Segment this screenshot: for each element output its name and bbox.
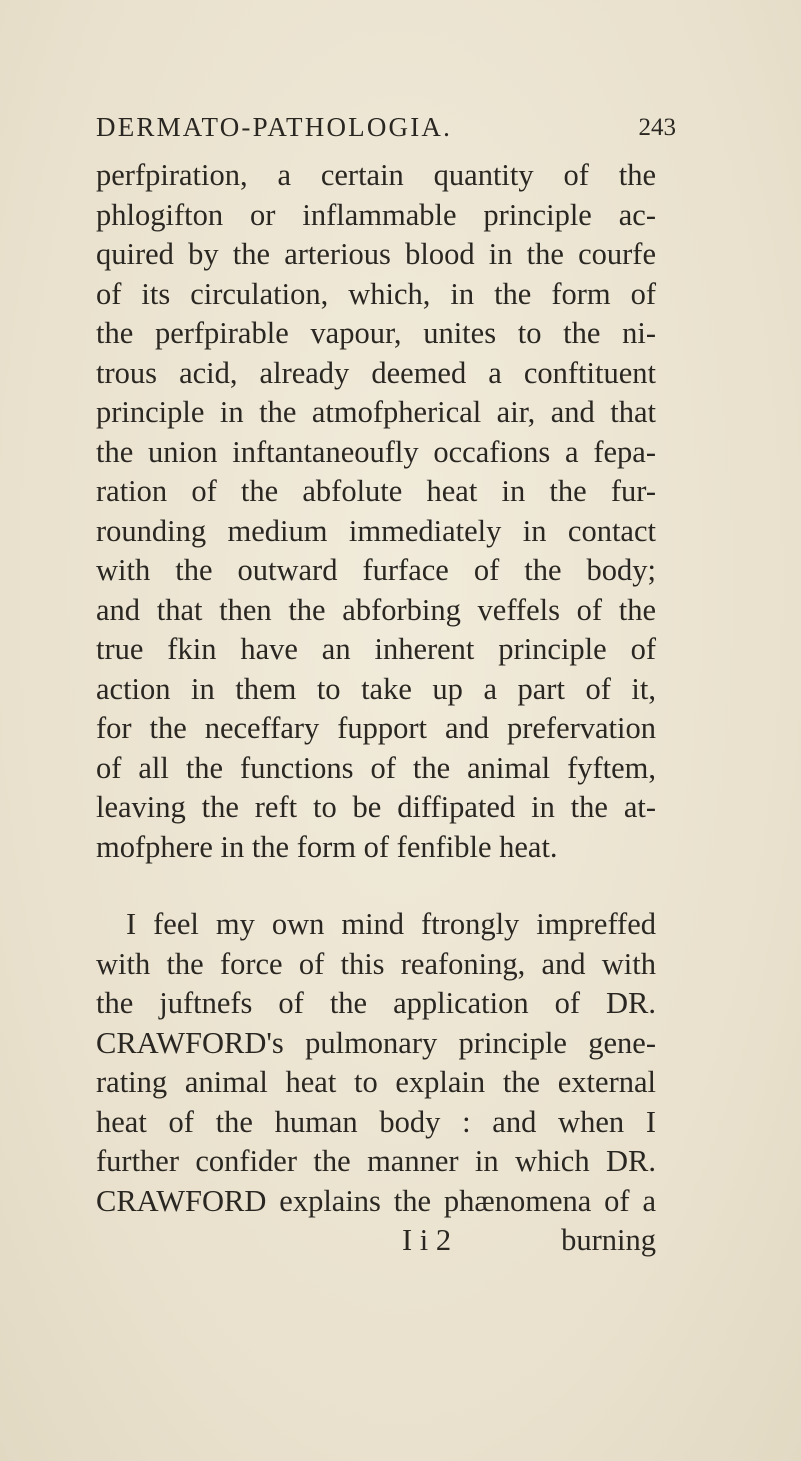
text-line: the union inftantaneoufly occafions a fepa- [96,434,656,469]
text-line: CRAWFORD explains the phænomena of a [96,1183,656,1218]
text-line: for the neceffary fupport and prefervation [96,711,656,745]
text-line: rating animal heat to explain the external [96,1065,656,1099]
text-line: with the force of this reafoning, and with [96,946,656,981]
text-line: the juftnefs of the application of DR. [96,986,656,1020]
paragraph-gap [96,867,656,905]
running-title: DERMATO-PATHOLOGIA. [96,112,453,142]
text-line: rounding medium immediately in contact [96,513,656,548]
body-text [96,156,656,1261]
text-line: I feel my own mind ftrongly impreffed [126,907,656,941]
page-footer [96,1221,656,1261]
text-line: of its circulation, which, in the form of [96,276,656,311]
paragraph-2 [96,905,656,1221]
text-line: quired by the arterious blood in the courfe [96,237,656,271]
text-line: and that then the abforbing veffels of the [96,592,656,627]
text-line: true fkin have an inherent principle of [96,632,656,666]
text-line: CRAWFORD's pulmonary principle gene- [96,1025,656,1060]
catchword: burning [561,1223,656,1257]
text-line: mofphere in the form of fenfible heat. [96,829,558,864]
text-line: further confider the manner in which DR. [96,1144,656,1178]
text-line: the perfpirable vapour, unites to the ni- [96,316,656,350]
text-line: action in them to take up a part of it, [96,671,656,706]
text-line: trous acid, already deemed a conftituent [96,355,656,390]
text-line: perfpiration, a certain quantity of the [96,158,656,192]
text-line: phlogifton or inflammable principle ac- [96,197,656,232]
page-number: 243 [638,114,676,141]
text-line: with the outward furface of the body; [96,553,656,587]
text-line: heat of the human body : and when I [96,1104,656,1139]
text-line: leaving the reft to be diffipated in the at- [96,790,656,824]
signature-mark: I i 2 [402,1223,452,1257]
paragraph-1 [96,156,656,867]
text-line: principle in the atmofpherical air, and that [96,395,656,429]
text-line: ration of the abfolute heat in the fur- [96,474,656,508]
text-line: of all the functions of the animal fyftem, [96,750,656,785]
running-head [96,112,676,152]
